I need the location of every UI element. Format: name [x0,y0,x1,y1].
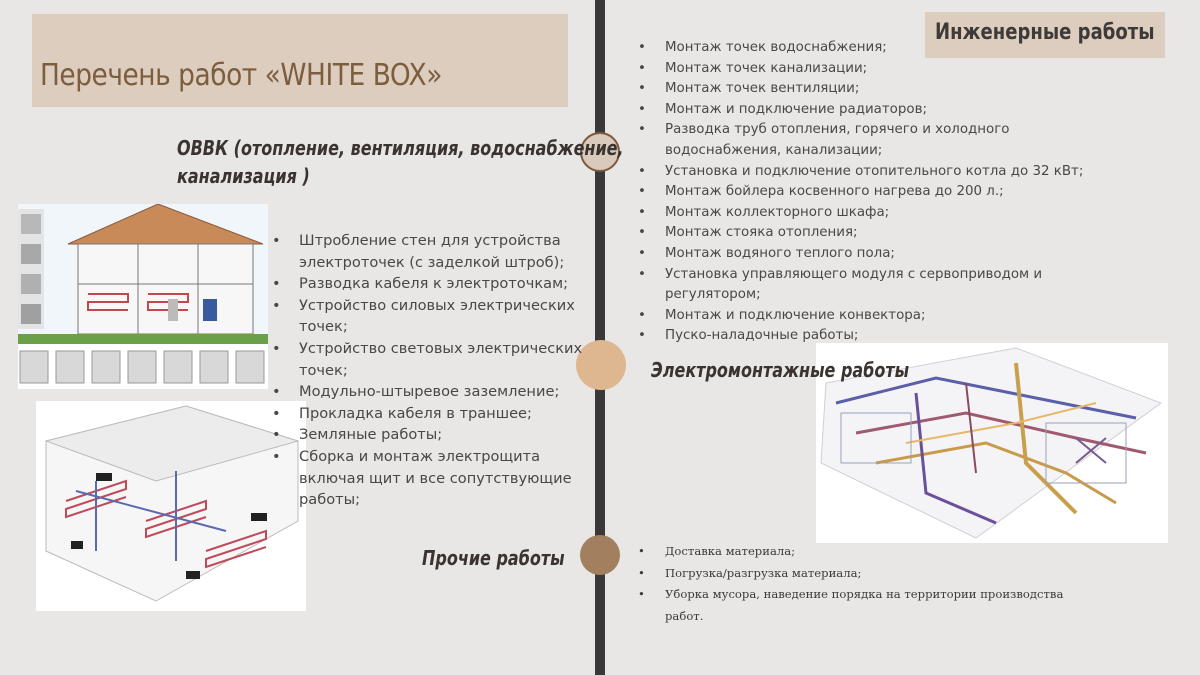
list-item: • Монтаж коллекторного шкафа; [665,203,1095,224]
list-item: • Доставка материала; [665,541,1095,563]
list-item: • Пуско-наладочные работы; [665,326,1095,347]
list-item: • Установка и подключение отопительного котла до 32 кВт; [665,162,1095,183]
floor-heating-layout-icon [36,401,306,611]
ovvk-list [665,38,1095,347]
list-item: • Штробление стен для устройства электроточек (с заделкой штроб); [299,230,589,273]
list-item: • Монтаж бойлера косвенного нагрева до 200 л.; [665,182,1095,203]
house-diagram-image [18,204,268,389]
timeline-node-other [580,535,620,575]
list-item: • Устройство силовых электрических точек; [299,295,589,338]
list-item: • Установка управляющего модуля с сервоприводом и регулятором; [665,265,1095,306]
ovvk-heading-line2: канализация ) [177,164,310,188]
list-item: • Монтаж точек канализации; [665,59,1095,80]
page-title: Перечень работ «WHITE BOX» [40,58,442,93]
list-item: • Земляные работы; [299,424,589,446]
list-item: • Разводка кабеля к электроточкам; [299,273,589,295]
electrical-heading: Электромонтажные работы [651,358,910,382]
list-item: • Устройство световых электрических точек; [299,338,589,381]
list-item: • Уборка мусора, наведение порядка на территории производства работ. [665,584,1095,627]
engineering-label: Инженерные работы [935,20,1155,45]
list-item: • Монтаж и подключение конвектора; [665,306,1095,327]
list-item: • Сборка и монтаж электрощита включая щит и все сопутствующие работы; [299,446,589,511]
list-item: • Прокладка кабеля в траншее; [299,403,589,425]
list-item: • Монтаж водяного теплого пола; [665,244,1095,265]
list-item: • Монтаж точек вентиляции; [665,79,1095,100]
list-item: • Модульно-штыревое заземление; [299,381,589,403]
ovvk-heading-line1: ОВВК (отопление, вентиляция, водоснабжение, [177,136,624,160]
list-item: • Монтаж точек водоснабжения; [665,38,1095,59]
list-item: • Монтаж стояка отопления; [665,223,1095,244]
list-item: • Монтаж и подключение радиаторов; [665,100,1095,121]
list-item: • Разводка труб отопления, горячего и холодного водоснабжения, канализации; [665,120,1095,161]
other-list [665,541,1095,627]
house-cutaway-diagram-icon [18,204,268,389]
list-item: • Погрузка/разгрузка материала; [665,563,1095,585]
electrical-list [299,230,589,511]
other-heading: Прочие работы [422,546,565,570]
floor-heating-image [36,401,306,611]
ovvk-heading [177,134,624,190]
